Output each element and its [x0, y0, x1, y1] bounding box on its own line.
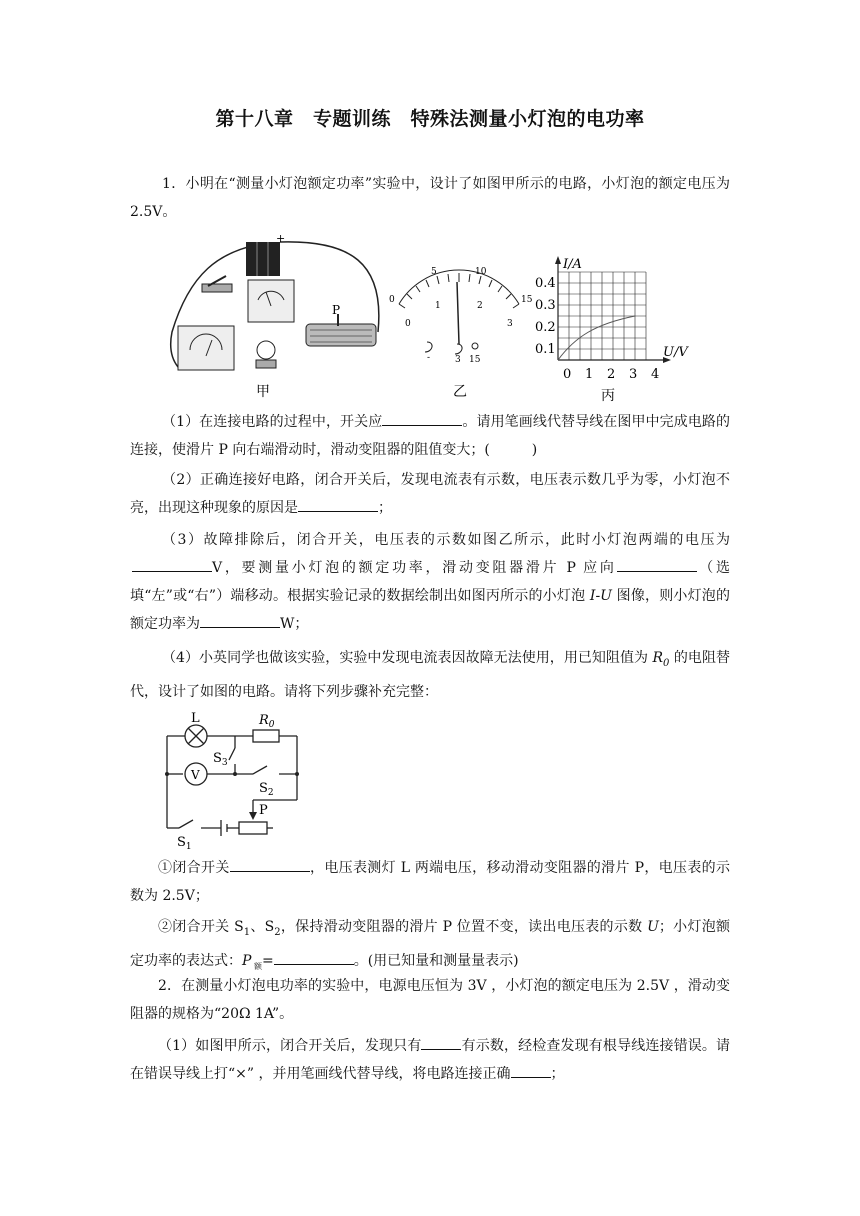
answer-blank-9[interactable]: [511, 1061, 551, 1078]
graph-ytick-01: 0.1: [535, 342, 556, 357]
graph-xtick-1: 1: [585, 367, 594, 382]
answer-blank-1[interactable]: [382, 409, 462, 426]
meter-bottom-1: 1: [435, 301, 441, 311]
q1-step1: ①闭合开关 ，电压表测灯 L 两端电压，移动滑动变阻器的滑片 P，电压表的示数为 2.5V；: [130, 854, 730, 910]
answer-blank-3[interactable]: [132, 555, 212, 572]
meter-bottom-3: 3: [507, 319, 513, 329]
answer-blank-2[interactable]: [298, 495, 378, 512]
circuit-s2-label: $S_2$: [259, 781, 274, 798]
meter-top-15: 15: [521, 295, 533, 305]
q1-part2: （2）正确连接好电路，闭合开关后，发现电流表有示数，电压表示数几乎为零，小灯泡不亮，出现这种现象的原因是 ；: [130, 472, 730, 516]
meter-terminal-3: 3: [455, 355, 461, 365]
q1-part1: （1）在连接电路的过程中，开关应 。请用笔画线代替导线在图甲中完成电路的连接，使滑片 P 向右端滑动时，滑动变阻器的阻值变大；( ): [130, 408, 730, 464]
figure-yi-meter: [385, 262, 535, 402]
meter-top-0: 0: [389, 295, 395, 305]
answer-blank-6[interactable]: [230, 855, 310, 872]
q2-intro: 2．在测量小灯泡电功率的实验中，电源电压恒为 3V ，小灯泡的额定电压为 2.5V ，滑动变阻器的规格为“20Ω 1A”。: [130, 978, 730, 1022]
graph-ytick-03: 0.3: [535, 298, 556, 313]
graph-xtick-4: 4: [651, 367, 660, 382]
answer-blank-7[interactable]: [274, 948, 354, 965]
meter-terminal-15: 15: [469, 355, 481, 365]
circuit-s1-label: $S_1$: [177, 835, 192, 852]
graph-ytick-04: 0.4: [535, 276, 556, 291]
q1-step2: ②闭合开关 $S_1$、$S_2$，保持滑动变阻器的滑片 P 位置不变，读出电压表的示数 U；小灯泡额定功率的表达式：P $_额$= 。(用已知量和测量量表示): [130, 919, 731, 971]
circuit-s3-label: $S_3$: [213, 751, 228, 768]
meter-top-10: 10: [475, 267, 487, 277]
figure-bing-graph: [535, 252, 705, 404]
graph-ylabel: I/A: [563, 257, 582, 272]
graph-xlabel: U/V: [663, 345, 688, 360]
figure-jia-label: 甲: [256, 384, 270, 400]
figure-jia-p-label: P: [332, 303, 341, 317]
meter-terminal-neg: -: [427, 353, 431, 363]
circuit-r0-label: $R_0$: [259, 713, 275, 730]
page-title: 第十八章 专题训练 特殊法测量小灯泡的电功率: [215, 108, 645, 130]
answer-blank-8[interactable]: [421, 1033, 461, 1050]
q1-intro: 1．小明在“测量小灯泡额定功率”实验中，设计了如图甲所示的电路，小灯泡的额定电压为 2.5V。: [130, 176, 730, 220]
svg-text:+: +: [276, 232, 286, 245]
meter-bottom-0: 0: [405, 319, 411, 329]
meter-bottom-2: 2: [477, 301, 483, 311]
figure-circuit-diagram: [155, 708, 315, 856]
figure-bing-label: 丙: [601, 388, 615, 404]
graph-xtick-3: 3: [629, 367, 638, 382]
graph-xtick-0: 0: [563, 367, 572, 382]
q1-part4: （4）小英同学也做该实验，实验中发现电流表因故障无法使用，用已知阻值为 $R_0$ 的电阻替代，设计了如图的电路。请将下列步骤补充完整：: [130, 650, 730, 700]
answer-blank-4[interactable]: [617, 555, 697, 572]
graph-xtick-2: 2: [607, 367, 616, 382]
figure-yi-label: 乙: [453, 384, 467, 400]
circuit-lamp-label: L: [191, 711, 200, 726]
meter-top-5: 5: [431, 267, 437, 277]
q2-part1: （1）如图甲所示，闭合开关后，发现只有 有示数，经检查发现有根导线连接错误。请在错误导线上打“×” ，并用笔画线代替导线，将电路连接正确 ；: [130, 1032, 730, 1088]
circuit-voltmeter-label: V: [191, 768, 200, 782]
figure-jia-circuit: [160, 232, 390, 402]
answer-blank-5[interactable]: [200, 611, 280, 628]
graph-ytick-02: 0.2: [535, 320, 556, 335]
circuit-p-label: P: [259, 803, 268, 818]
q1-part3: （3）故障排除后，闭合开关，电压表的示数如图乙所示，此时小灯泡两端的电压为V，要测量小灯泡的额定功率，滑动变阻器滑片 P 应向 （选填“左”或“右”）端移动。根据实验记录的数据绘制出如图丙所示的小灯泡 I-U 图像，则小灯泡的额定功率为 W；: [130, 532, 730, 632]
